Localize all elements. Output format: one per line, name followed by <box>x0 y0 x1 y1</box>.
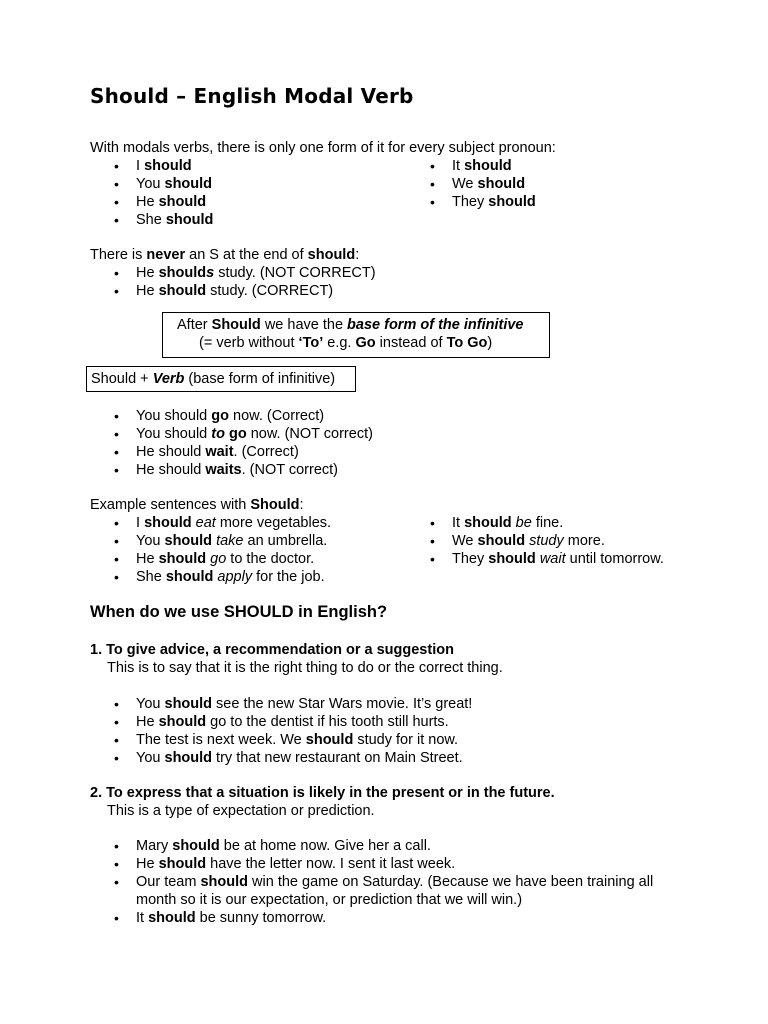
pronoun-list-left <box>136 157 213 229</box>
section1-description: This is to say that it is the right thing to do or the correct thing. <box>107 660 503 676</box>
page-title: Should – English Modal Verb <box>90 84 414 108</box>
section2-list <box>136 837 653 927</box>
infinitive-note-line2: (= verb without ‘To’ e.g. Go instead of To Go) <box>199 335 493 351</box>
list-item: • You should try that new restaurant on Main Street. <box>136 749 472 767</box>
list-item: • We should <box>452 175 536 193</box>
list-item: • He should go to the doctor. <box>136 550 331 568</box>
list-item: • I should eat more vegetables. <box>136 514 331 532</box>
infinitive-note-line1: After Should we have the base form of the infinitive <box>177 317 524 333</box>
list-item: • It should be fine. <box>452 514 664 532</box>
list-item: • It should <box>452 157 536 175</box>
verb-examples-list <box>136 407 373 479</box>
examples-intro: Example sentences with Should: <box>90 497 304 513</box>
list-item: • You should go now. (Correct) <box>136 407 373 425</box>
list-item: • You should take an umbrella. <box>136 532 331 550</box>
intro-text: With modals verbs, there is only one form of it for every subject pronoun: <box>90 140 556 156</box>
section2-description: This is a type of expectation or prediction. <box>107 803 375 819</box>
infinitive-note-box <box>162 312 550 358</box>
list-item: • He should study. (CORRECT) <box>136 282 376 300</box>
never-s-rule: There is never an S at the end of should: <box>90 247 360 263</box>
section-heading: When do we use SHOULD in English? <box>90 603 388 621</box>
examples-list-left <box>136 514 331 586</box>
pronoun-list-right <box>452 157 536 211</box>
list-item: • It should be sunny tomorrow. <box>136 909 653 927</box>
list-item: • They should <box>452 193 536 211</box>
list-item: • He should wait. (Correct) <box>136 443 373 461</box>
list-item: • They should wait until tomorrow. <box>452 550 664 568</box>
list-item: • He should have the letter now. I sent it last week. <box>136 855 653 873</box>
list-item: • The test is next week. We should study for it now. <box>136 731 472 749</box>
list-item: • He shoulds study. (NOT CORRECT) <box>136 264 376 282</box>
list-item: • You should to go now. (NOT correct) <box>136 425 373 443</box>
examples-list-right <box>452 514 664 568</box>
list-item: • He should <box>136 193 213 211</box>
section1-heading: 1. To give advice, a recommendation or a suggestion <box>90 642 454 658</box>
list-item: • Mary should be at home now. Give her a call. <box>136 837 653 855</box>
never-s-list <box>136 264 376 300</box>
list-item: • He should waits. (NOT correct) <box>136 461 373 479</box>
list-item: • I should <box>136 157 213 175</box>
list-item: • You should see the new Star Wars movie. It’s great! <box>136 695 472 713</box>
list-item: • She should apply for the job. <box>136 568 331 586</box>
section2-heading: 2. To express that a situation is likely in the present or in the future. <box>90 785 555 801</box>
list-item: • You should <box>136 175 213 193</box>
list-item: • Our team should win the game on Saturday. (Because we have been training all month so it is our expectation, or prediction that we will win.) <box>136 873 653 909</box>
list-item: • She should <box>136 211 213 229</box>
list-item: • He should go to the dentist if his tooth still hurts. <box>136 713 472 731</box>
list-item: • We should study more. <box>452 532 664 550</box>
structure-formula-box: Should + Verb (base form of infinitive) <box>86 366 356 392</box>
section1-list <box>136 695 472 767</box>
